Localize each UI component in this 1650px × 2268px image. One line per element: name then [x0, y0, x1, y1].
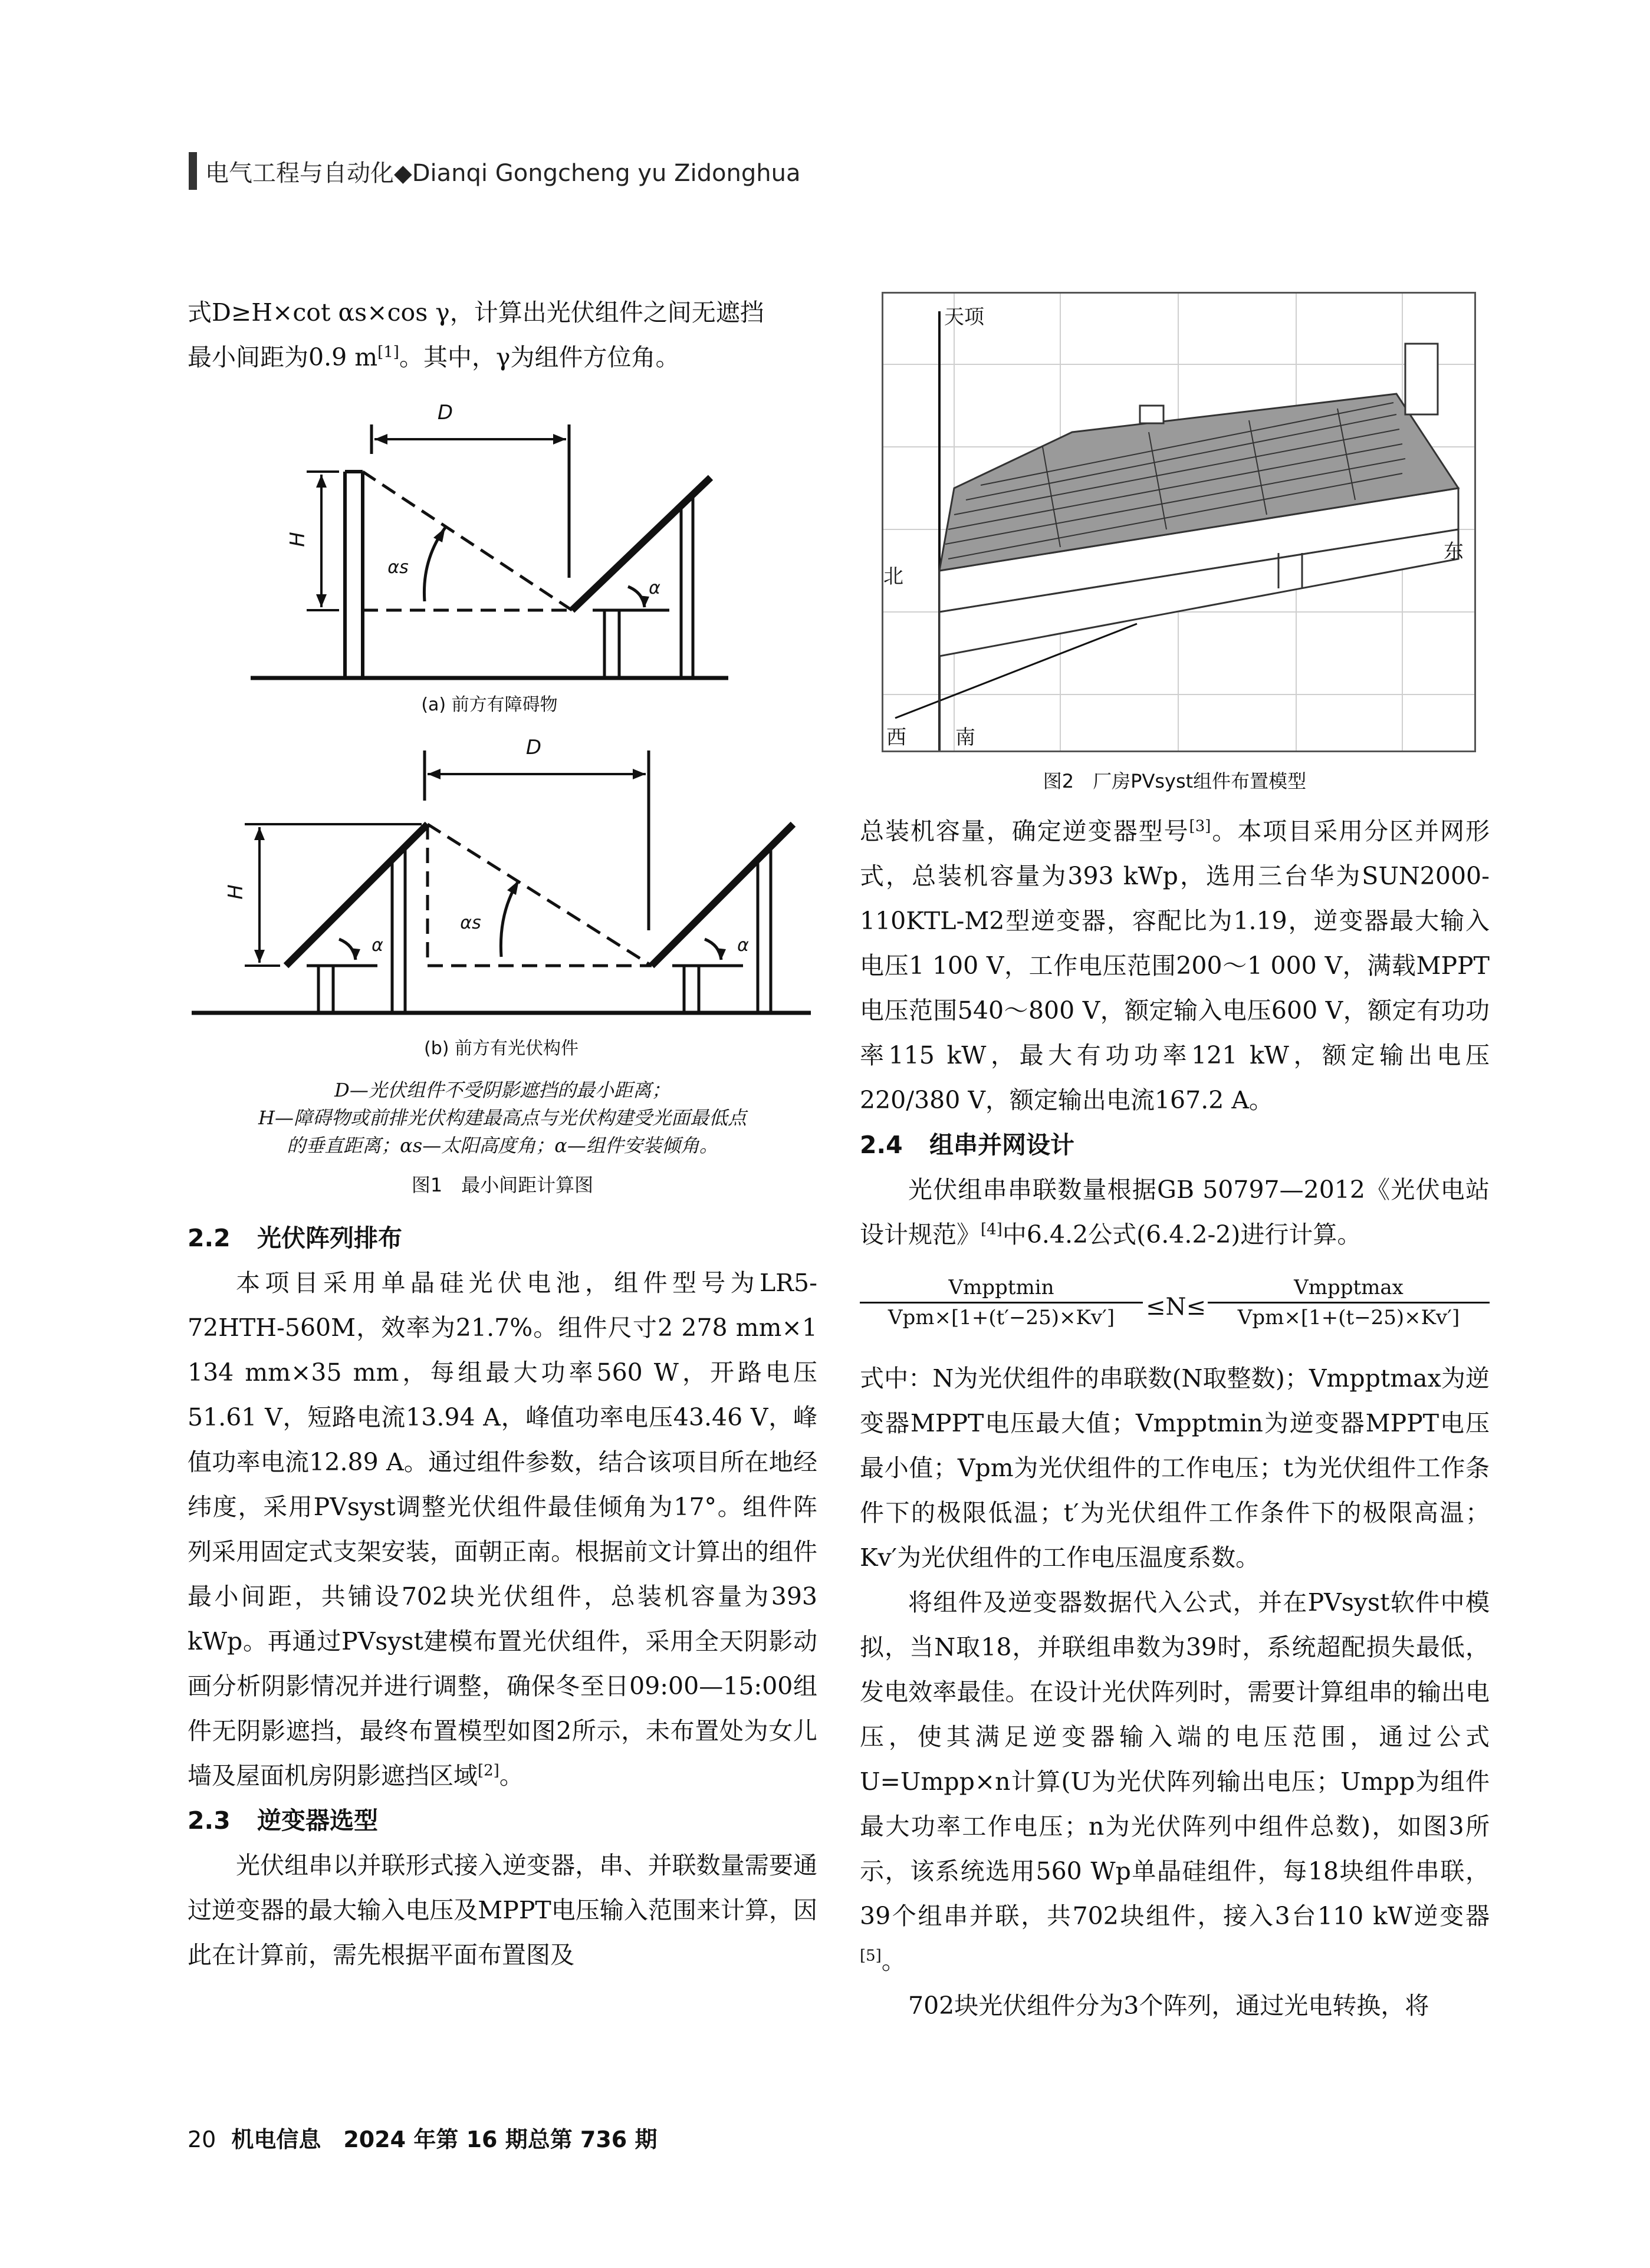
figure-1-caption: 图1 最小间距计算图	[411, 1174, 594, 1196]
journal-info: 机电信息 2024 年第 16 期总第 736 期	[231, 2127, 658, 2152]
formula-block	[860, 1276, 1490, 1352]
fig1a-d-label: D	[437, 401, 453, 424]
right-top-para: 总装机容量，确定逆变器型号[3]。本项目采用分区并网形式，总装机容量为393 kWp，选用三台华为SUN2000-110KTL-M2型逆变器，容配比为1.19，逆变器最大输入电压1 100 V，工作电压范围200～1 000 V，满载MPPT电压范围540～800 V，额定输入电压600 V，额定有功功率115 kW，最大有功功率121 kW，额定输出电压220/380 V，额定输出电流167.2 A。	[860, 817, 1490, 1114]
right-body-bottom	[860, 1356, 1490, 2028]
ref-2: [2]	[478, 1762, 499, 1780]
fig1b-h-label: H	[224, 884, 248, 900]
fig1a-alpha-s-label: αs	[387, 557, 409, 578]
ref-5: [5]	[860, 1947, 882, 1965]
figure-1a	[251, 383, 728, 725]
running-header	[189, 152, 800, 190]
ref-3: [3]	[1189, 817, 1211, 835]
ref-4: [4]	[981, 1220, 1003, 1239]
formula-relation: ≤N≤	[1146, 1293, 1207, 1321]
section-2-4-para4: 702块光伏组件分为3个阵列，通过光电转换，将	[908, 1992, 1429, 2020]
fig2-west-label: 西	[886, 726, 906, 749]
left-top-text	[188, 290, 817, 380]
section-2-4-heading: 2.4 组串并网设计	[860, 1131, 1074, 1159]
header-text: 电气工程与自动化◆Dianqi Gongcheng yu Zidonghua	[205, 159, 801, 187]
fig2-east-label: 东	[1444, 540, 1464, 564]
section-2-4-para1: 光伏组串串联数量根据GB 50797—2012《光伏电站设计规范》[4]中6.4.2公式(6.4.2-2)进行计算。	[860, 1176, 1490, 1249]
fig1-legend-line2: H—障碍物或前排光伏构建最高点与光伏构建受光面最低点	[258, 1107, 747, 1129]
fig1-legend-line3: 的垂直距离；αs—太阳高度角；α—组件安装倾角。	[287, 1134, 718, 1157]
left-body	[188, 1216, 817, 1977]
section-2-3-heading: 2.3 逆变器选型	[188, 1806, 378, 1835]
formula-right-fraction	[1208, 1276, 1490, 1329]
ref-1: [1]	[377, 343, 399, 361]
figure-1b-drawing	[192, 736, 811, 1075]
page-footer	[188, 2121, 657, 2154]
figure-2	[882, 292, 1476, 752]
fig1b-alpha-label: α	[372, 935, 383, 956]
fig2-north-label: 北	[883, 565, 903, 588]
fig1a-alpha-label: α	[649, 578, 660, 598]
formula-right-denominator: Vpm×[1+(t−25)×Kv′]	[1237, 1306, 1460, 1329]
fig1b-d-label: D	[525, 736, 542, 759]
formula-left-fraction	[860, 1276, 1143, 1329]
figure-1b	[192, 736, 811, 1075]
fig2-south-label: 南	[955, 726, 975, 749]
section-2-4-para3: 将组件及逆变器数据代入公式，并在PVsyst软件中模拟，当N取18，并联组串数为39时，系统超配损失最低，发电效率最佳。在设计光伏阵列时，需要计算组串的输出电压，使其满足逆变器输入端的电压范围，通过公式U=Umpp×n计算(U为光伏阵列输出电压；Umpp为组件最大功率工作电压；n为光伏阵列中组件总数)，如图3所示，该系统选用560 Wp单晶硅组件，每18块组件串联，39个组串并联，共702块组件，接入3台110 kW逆变器[5]。	[860, 1588, 1490, 1975]
right-body-top	[860, 809, 1490, 1257]
fig1a-h-label: H	[286, 532, 310, 547]
header-bar	[189, 152, 197, 190]
fig1-legend-line1: D—光伏组件不受阴影遮挡的最小距离；	[334, 1079, 670, 1101]
formula-right-numerator: Vmpptmax	[1208, 1276, 1490, 1303]
section-2-2-heading: 2.2 光伏阵列排布	[188, 1224, 402, 1252]
section-2-2-para: 本项目采用单晶硅光伏电池，组件型号为LR5-72HTH-560M，效率为21.7%。组件尺寸2 278 mm×1 134 mm×35 mm，每组最大功率560 W，开路电压51.61 V，短路电流13.94 A，峰值功率电压43.46 V，峰值功率电流12.89 A。通过组件参数，结合该项目所在地经纬度，采用PVsyst调整光伏组件最佳倾角为17°。组件阵列采用固定式支架安装，面朝正南。根据前文计算出的组件最小间距，共铺设702块光伏组件，总装机容量为393 kWp。再通过PVsyst建模布置光伏组件，采用全天阴影动画分析阴影情况并进行调整，确保冬至日09:00—15:00组件无阴影遮挡，最终布置模型如图2所示，未布置处为女儿墙及屋面机房阴影遮挡区域[2]。	[188, 1269, 817, 1790]
figure-2-caption: 图2 厂房PVsyst组件布置模型	[1043, 770, 1307, 792]
fig1b-alpha2-label: α	[737, 935, 749, 956]
figure-1a-drawing	[251, 383, 728, 725]
figure-2-drawing	[883, 294, 1474, 750]
formula-left-denominator: Vpm×[1+(t′−25)×Kv′]	[888, 1306, 1115, 1329]
formula-left-numerator: Vmpptmin	[860, 1276, 1143, 1303]
fig1b-caption: (b) 前方有光伏构件	[424, 1038, 579, 1059]
left-top-line2: 最小间距为0.9 m[1]。其中，γ为组件方位角。	[188, 343, 680, 371]
left-top-line1: 式D≥H×cot αs×cos γ，计算出光伏组件之间无遮挡	[188, 298, 764, 327]
section-2-4-para2: 式中：N为光伏组件的串联数(N取整数)；Vmpptmax为逆变器MPPT电压最大值；Vmpptmin为逆变器MPPT电压最小值；Vpm为光伏组件的工作电压；t为光伏组件工作条件下的极限低温；t′为光伏组件工作条件下的极限高温；Kv′为光伏组件的工作电压温度系数。	[860, 1364, 1490, 1572]
fig2-zenith-label: 天项	[944, 305, 984, 329]
section-2-3-para: 光伏组串以并联形式接入逆变器，串、并联数量需要通过逆变器的最大输入电压及MPPT电压输入范围来计算，因此在计算前，需先根据平面布置图及	[188, 1851, 817, 1969]
page-number: 20	[188, 2127, 216, 2152]
figure-1-legend	[188, 1077, 817, 1160]
fig1b-alpha-s-label: αs	[460, 913, 481, 933]
fig1a-caption: (a) 前方有障碍物	[421, 694, 558, 715]
